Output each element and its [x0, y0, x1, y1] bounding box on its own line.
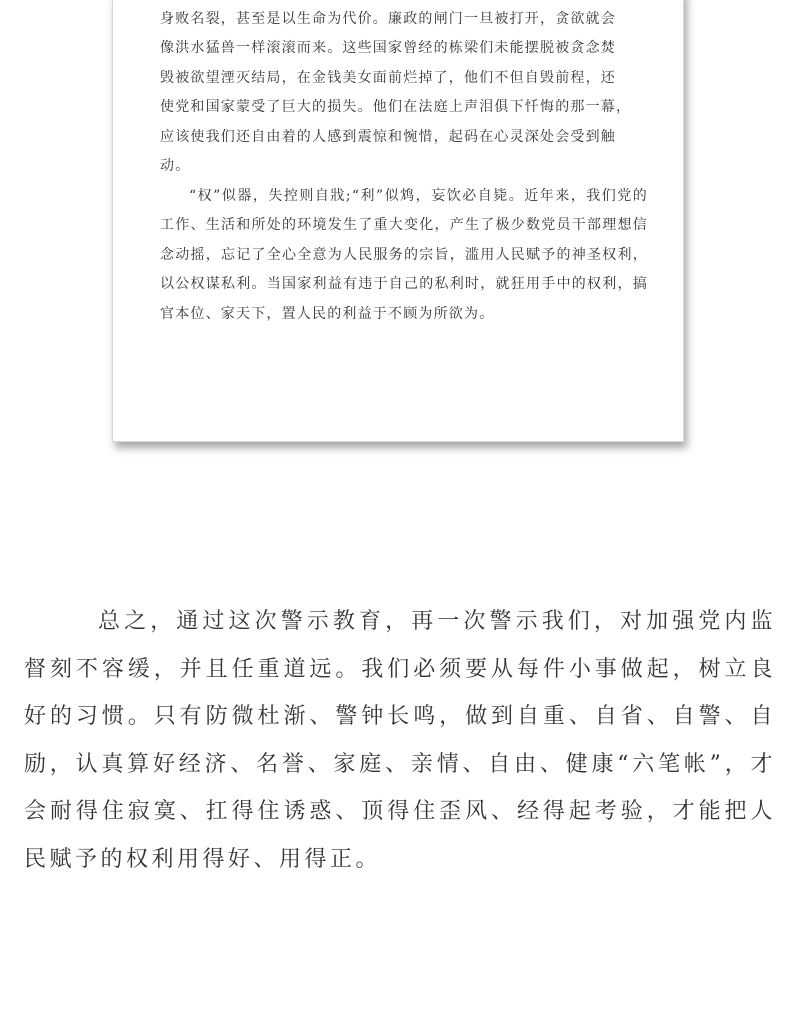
document-page-preview	[112, 0, 684, 442]
document-line-3: 毁被欲望湮灭结局，在金钱美女面前烂掉了，他们不但自毁前程，还	[160, 69, 616, 86]
document-partial-line	[160, 0, 648, 5]
document-line-2: 像洪水猛兽一样滚滚而来。这些国家曾经的栋梁们未能摆脱被贪念焚	[160, 40, 616, 56]
document-line-5: 应该使我们还自由着的人感到震惊和惋惜，起码在心灵深处会受到触	[160, 128, 616, 145]
document-line-6: 动。	[160, 158, 191, 174]
document-page-text	[160, 0, 648, 329]
document-line-4: 使党和国家蒙受了巨大的损失。他们在法庭上声泪俱下忏悔的那一幕，	[160, 99, 632, 115]
document-line-1: 身败名裂，甚至是以生命为代价。廉政的闸门一旦被打开，贪欲就会	[160, 10, 616, 27]
main-paragraph: 总之，通过这次警示教育，再一次警示我们，对加强党内监督刻不容缓，并且任重道远。我们必须要从每件小事做起，树立良好的习惯。只有防微杜渐、警钟长鸣，做到自重、自省、自警、自励，认真算好经济、名誉、家庭、亲情、自由、健康“六笔帐”，才会耐得住寂寞、扛得住诱惑、顶得住歪风、经得起考验，才能把人民赋予的权利用得好、用得正。	[24, 609, 776, 872]
document-paragraph-2: “权”似器，失控则自戕;“利”似鸩，妄饮必自毙。近年来，我们党的工作、生活和所处的环境发生了重大变化，产生了极少数党员干部理想信念动摇，忘记了全心全意为人民服务的宗旨，滥用人民赋予的神圣权利，以公权谋私利。当国家利益有违于自己的私利时，就狂用手中的权利，搞官本位、家天下，置人民的利益于不顾为所欲为。	[160, 187, 648, 322]
